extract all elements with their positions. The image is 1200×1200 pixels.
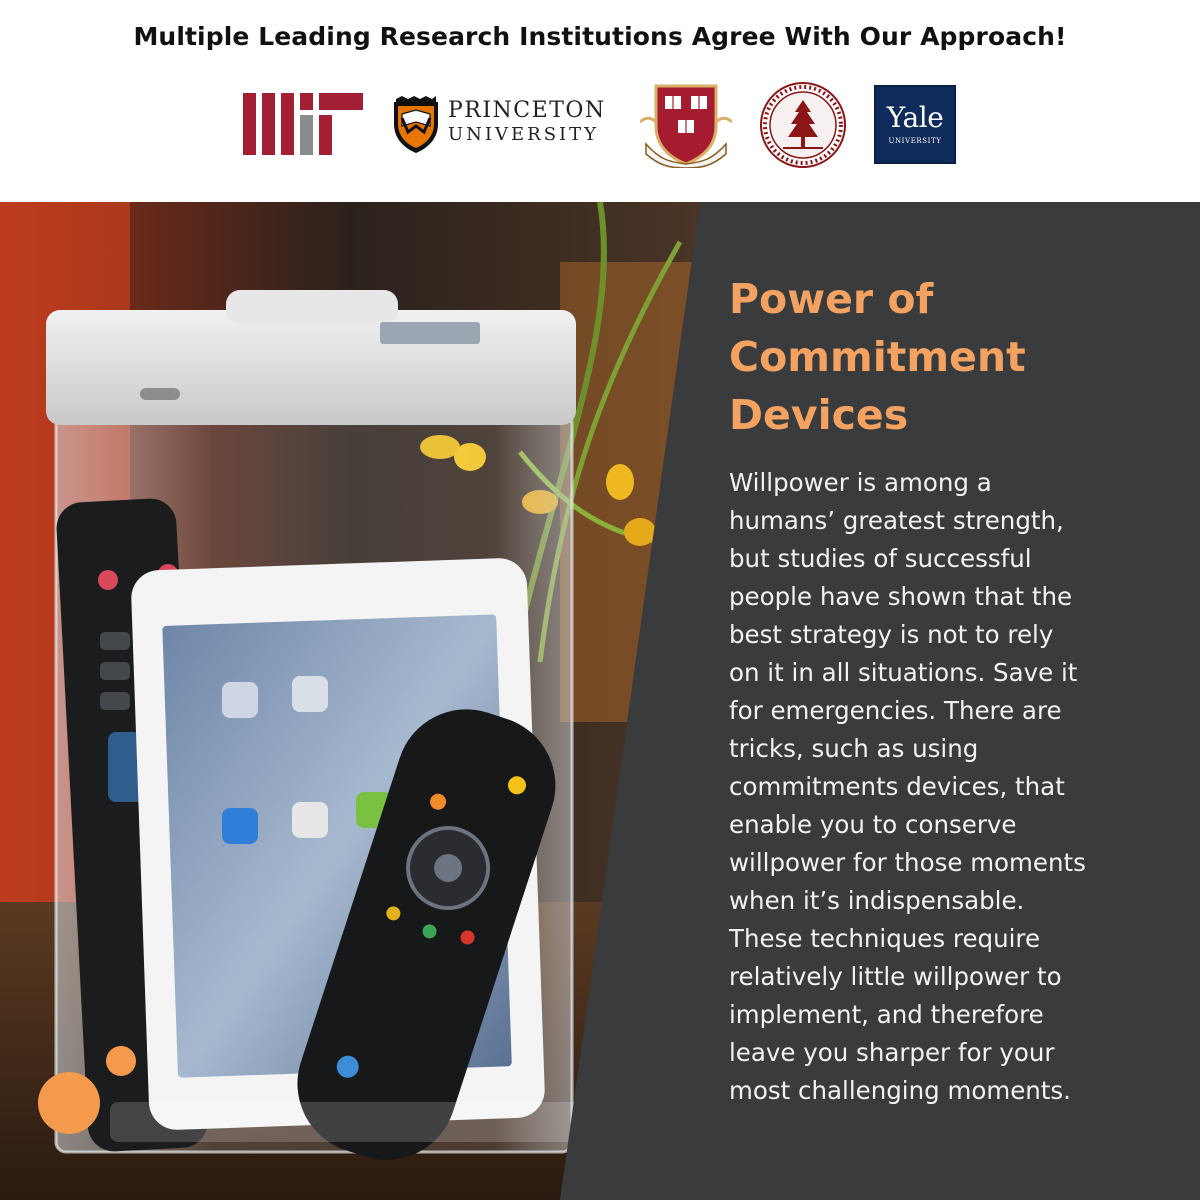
princeton-shield-icon [392,96,440,154]
mit-logo-icon [243,93,363,155]
panel-title-line: Commitment [729,333,1026,381]
yale-wordmark: Yale [886,101,944,134]
princeton-logo [392,96,614,154]
panel-title-line: Devices [729,391,909,439]
yale-logo-icon [874,85,956,164]
princeton-wordmark-line1: PRINCETON [448,98,606,123]
princeton-wordmark-line2: UNIVERSITY [448,124,600,145]
yale-subtext: UNIVERSITY [888,137,942,145]
panel-body-text: Willpower is among a humans’ greatest strength, but studies of successful people have shown that the best strategy is not to rely on it in all situations. Save it for emergencies. There are tricks, such as using commitments devices, that enable you to conserve willpower for those moments when it’s indispensable. These techniques require relatively little willpower to implement, and therefore leave you sharper for your most challenging moments. [729,468,1086,1105]
stanford-seal-icon [755,82,851,168]
headline: Multiple Leading Research Institutions Agree With Our Approach! [133,22,1067,51]
panel-title [729,270,1169,444]
panel-title-line: Power of [729,275,934,323]
harvard-shield-icon [640,82,732,168]
decorative-dot-small [106,1046,136,1076]
decorative-dot-large [38,1072,100,1134]
logo-banner [0,0,1200,202]
